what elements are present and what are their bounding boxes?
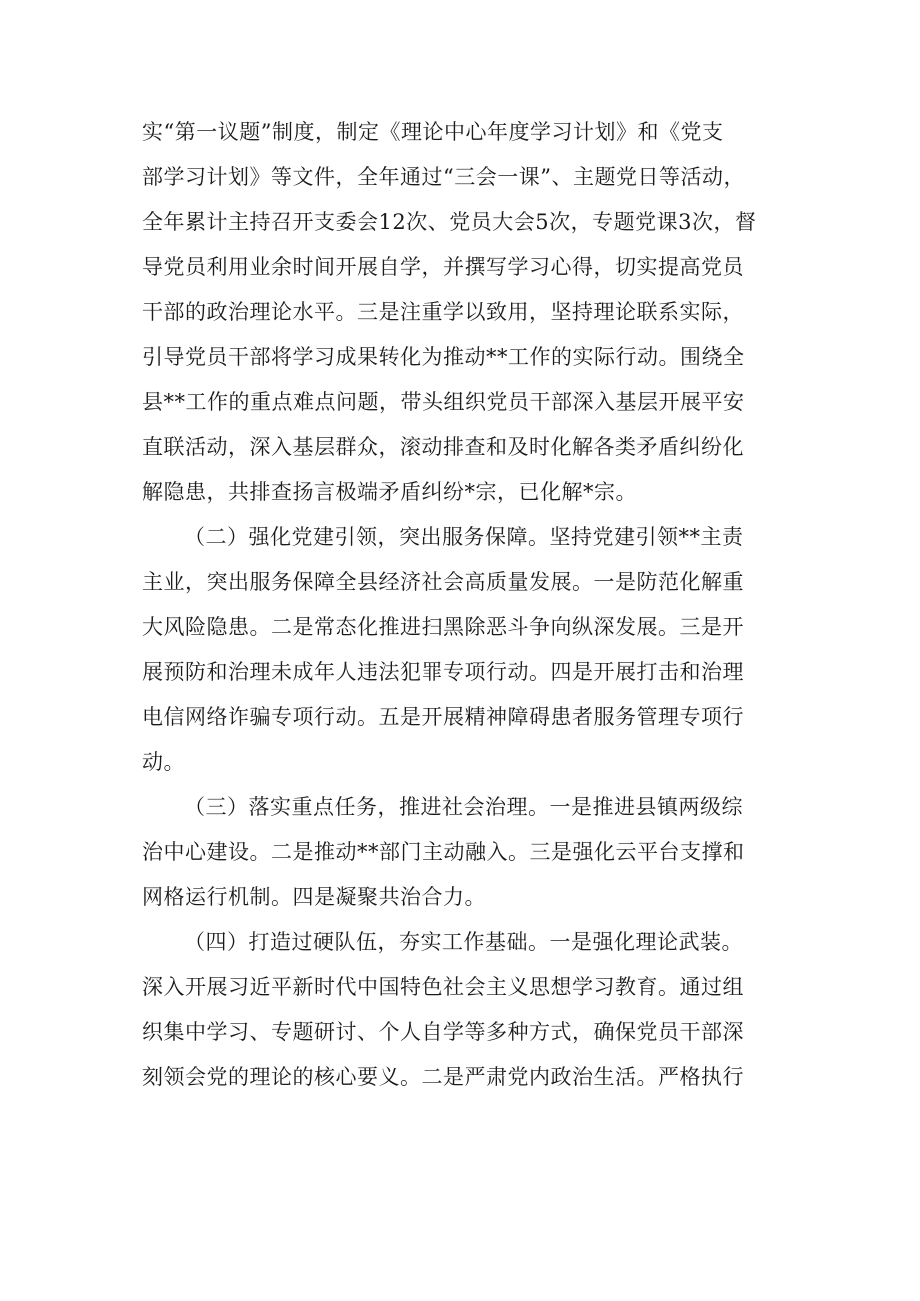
text-line: 刻领会党的理论的核心要义。二是严肃党内政治生活。严格执行 (142, 1065, 744, 1089)
text-line: 实“第一议题”制度，制定《理论中心年度学习计划》和《党支 (142, 120, 724, 144)
section-heading-line: （三）落实重点任务，推进社会治理。一是推进县镇两级综 (184, 795, 743, 819)
text-line: 主业，突出服务保障全县经济社会高质量发展。一是防范化解重 (142, 570, 744, 594)
text-line: 导党员利用业余时间开展自学，并撰写学习心得，切实提高党员 (142, 255, 744, 279)
text-line: 动。 (142, 750, 185, 774)
text-line: 直联活动，深入基层群众，滚动排查和及时化解各类矛盾纠纷化 (142, 435, 744, 459)
text-line: 深入开展习近平新时代中国特色社会主义思想学习教育。通过组 (142, 975, 744, 999)
text-line: 引导党员干部将学习成果转化为推动**工作的实际行动。围绕全 (142, 345, 745, 369)
section-heading-line: （四）打造过硬队伍，夯实工作基础。一是强化理论武装。 (184, 930, 743, 954)
text-line: 大风险隐患。二是常态化推进扫黑除恶斗争向纵深发展。三是开 (142, 615, 744, 639)
text-line: 网格运行机制。四是凝聚共治合力。 (142, 885, 486, 909)
text-line: 电信网络诈骗专项行动。五是开展精神障碍患者服务管理专项行 (142, 705, 744, 729)
text-line: 干部的政治理论水平。三是注重学以致用，坚持理论联系实际， (142, 300, 744, 324)
text-line: 展预防和治理未成年人违法犯罪专项行动。四是开展打击和治理 (142, 660, 744, 684)
text-line: 部学习计划》等文件，全年通过“三会一课”、主题党日等活动， (142, 165, 745, 189)
text-line: 全年累计主持召开支委会12次、党员大会5次，专题党课3次，督 (142, 210, 757, 234)
text-line: 织集中学习、专题研讨、个人自学等多种方式，确保党员干部深 (142, 1020, 744, 1044)
text-line: 解隐患，共排查扬言极端矛盾纠纷*宗，已化解*宗。 (142, 480, 637, 504)
text-line: 治中心建设。二是推动**部门主动融入。三是强化云平台支撑和 (142, 840, 745, 864)
text-line: 县**工作的重点难点问题，带头组织党员干部深入基层开展平安 (142, 390, 745, 414)
document-body (142, 110, 802, 1100)
section-heading-line: （二）强化党建引领，突出服务保障。坚持党建引领**主责 (184, 525, 744, 549)
